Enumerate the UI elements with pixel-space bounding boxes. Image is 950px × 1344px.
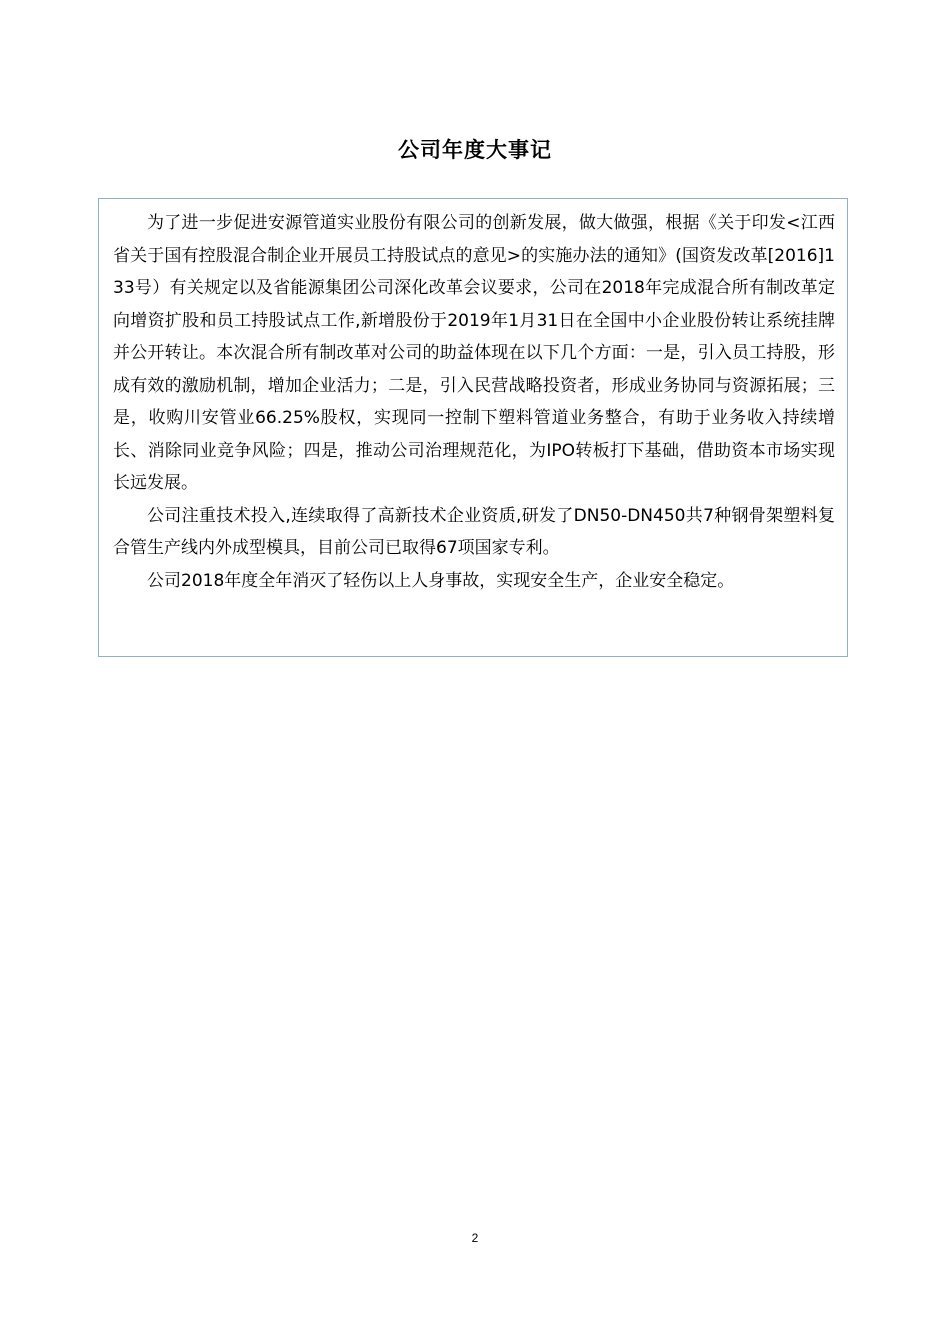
paragraph-reform: 为了进一步促进安源管道实业股份有限公司的创新发展，做大做强，根据《关于印发<江西省关于国有控股混合制企业开展员工持股试点的意见>的实施办法的通知》(国资发改革[2016]133号）有关规定以及省能源集团公司深化改革会议要求，公司在2018年完成混合所有制改革定向增资扩股和员工持股试点工作,新增股份于2019年1月31日在全国中小企业股份转让系统挂牌并公开转让。本次混合所有制改革对公司的助益体现在以下几个方面：一是，引入员工持股，形成有效的激励机制，增加企业活力；二是，引入民营战略投资者，形成业务协同与资源拓展；三是，收购川安管业66.25%股权，实现同一控制下塑料管道业务整合，有助于业务收入持续增长、消除同业竞争风险；四是，推动公司治理规范化，为IPO转板打下基础，借助资本市场实现长远发展。 [113,213,835,493]
content-box [98,198,848,657]
page-title: 公司年度大事记 [398,138,552,162]
paragraph-safety: 公司2018年度全年消灭了轻伤以上人身事故，实现安全生产，企业安全稳定。 [147,570,735,591]
page-number: 2 [471,1231,479,1245]
paragraph-technology: 公司注重技术投入,连续取得了高新技术企业资质,研发了DN50-DN450共7种钢骨架塑料复合管生产线内外成型模具，目前公司已取得67项国家专利。 [113,505,835,558]
